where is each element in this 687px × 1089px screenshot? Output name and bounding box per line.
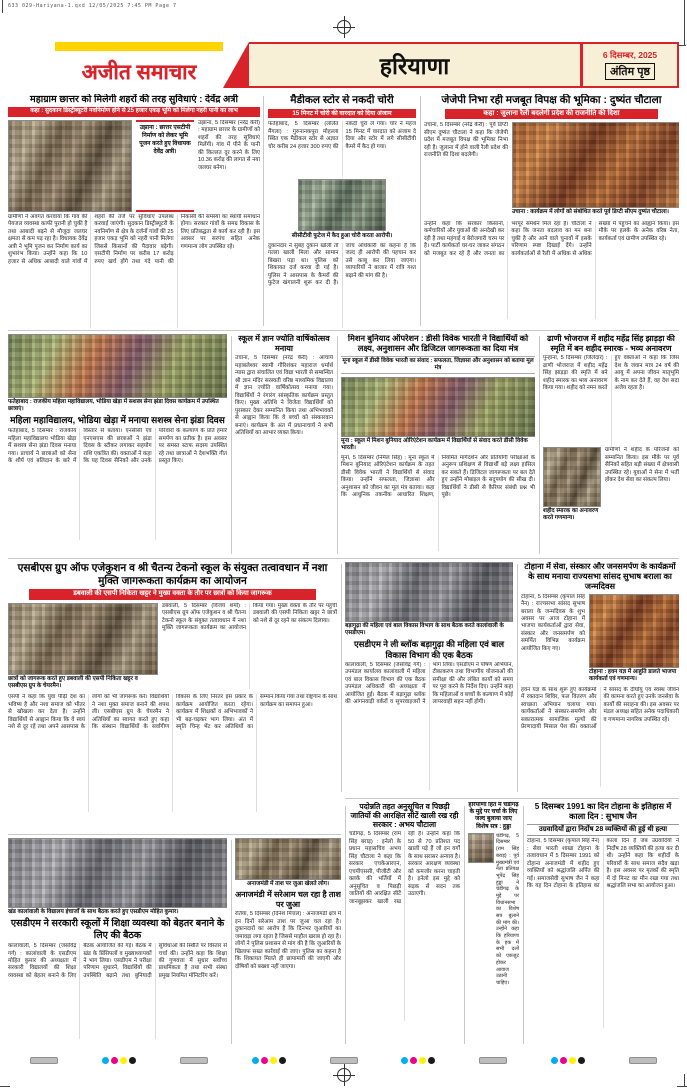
article-headline: ढाणी भोजराज में शहीद महेंद्र सिंह झाड़ड़ा की स्मृति में बन शहीद स्मारक - भव्य अनावरण (547, 334, 675, 353)
havan-yajna-photo (589, 594, 679, 668)
column-rule (523, 806, 524, 1044)
cctv-footage-photo (298, 179, 386, 231)
newspaper-logo (55, 42, 223, 88)
article-headline: टोहाना में सेवा, संस्कार और जनसमर्पण के कार्यक्रमों के साथ मनाया राज्यसभा सांसद सुभाष बराला का जन्मदिवस (524, 562, 676, 591)
column-rule (341, 564, 342, 792)
article-subhead: डबवाली की एसपी निकिता खट्टर ने मुख्य वक्ता के तौर पर छात्रों को किया जागरूक (29, 589, 316, 599)
article-body: टोहाना, 5 दिसम्बर (कृपाल सिंह नैन) : सेवा भारती शाखा टोहाना के तत्वावधान में 5 दिसम्बर 1991 को टोहाना अनाजमंडी में शहीद हुए व्यक्तियों को श्रद्धांजलि अर्पित की गई। समाजसेवी सुभाष जैन ने कहा कि यह दिन टोहाना के इतिहास का काला दिन है जब उग्रवादियों ने निर्दोष 28 व्यक्तियों की हत्या कर दी थी। उन्होंने कहा कि शहीदों के परिवारों के साथ समाज सदैव खड़ा है। इस अवसर पर मृतकों की स्मृति में दो मिनट का मौन रखा गया तथा श्रद्धांजलि सभा का आयोजन हुआ। (527, 838, 679, 889)
row-rule (8, 330, 679, 331)
row-rule (8, 834, 341, 835)
article-mission-buniyad (341, 334, 535, 556)
column-rule (464, 806, 465, 1044)
sdm-meeting-photo (345, 562, 513, 622)
article-hooda (468, 802, 519, 1044)
article-body: पुन्हाना, 5 दिसम्बर (जिलेदार) : ढाणी भोजराज में शहीद महेंद्र सिंह झाड़ड़ा की स्मृति में बने शहीद स्मारक का भव्य अनावरण किया गया। शहीद को नमन करते हुए वक्ताओं ने कहा कि जिस देश के जवान मात्र 24 वर्ष की आयु में अपना जीवन मातृभूमि के नाम कर देते हैं, वह देश सदा अजेय रहता है। (543, 355, 679, 392)
article-subhead: कहा : सुदकान डिस्ट्रीब्यूटरी नवनिर्माण होने से 25 हजार एकड़ भूमि को मिलेगा नहरी पानी का लाभ (8, 107, 260, 117)
article-gyan-jyoti (235, 334, 333, 556)
article-body: फतेहाबाद, 5 दिसम्बर : राजकीय महिला महाविद्यालय भोडिया खेड़ा में सशस्त्र सेना झंडा दिवस मनाया गया। प्राचार्य ने छात्राओं को सेना के शौर्य एवं बलिदान के बारे में विस्तार से बताया। एनसीसी एवं एनएसएस की छात्राओं ने झंडा दिवस के स्टीकर लगाकर सहयोग राशि एकत्रित की। वक्ताओं ने कहा कि यह दिवस सैनिकों और उनके परिवारों के कल्याण के प्रति हमारे समर्पण का प्रतीक है। इस अवसर पर समस्त स्टाफ सदस्य उपस्थित रहे तथा छात्राओं ने देशभक्ति गीत प्रस्तुत किए। (8, 428, 227, 465)
article-headline: मिशन बुनियाद ऑपरेशन : डीसी विवेक भारती ने विद्यार्थियों को लक्ष्य, अनुशासन और डिजिटल जागरूकता का दिया मंत्र (347, 334, 529, 353)
dc-school-visit-photo (341, 377, 535, 437)
gray-calibration-bar (629, 1057, 657, 1064)
column-rule (231, 840, 232, 1044)
article-headline: हरियाणा हित में चंडीगढ़ के मुद्दे पर चर्चा के लिए जल्द बुलाया जाए विशेष सत्र : हुड्डा (468, 802, 519, 830)
crop-mark (684, 1074, 685, 1087)
black-dot (578, 1057, 585, 1064)
media-row (521, 594, 679, 685)
row-rule (345, 798, 679, 799)
media-col (512, 122, 679, 218)
article-body: हवन यज्ञ के साथ शुरू हुए कार्यक्रमों में रक्तदान शिविर, फल वितरण और स्वच्छता अभियान चलाया गया। कार्यकर्ताओं ने संस्कार-समर्पण और सकारात्मक सामाजिक मूल्यों की प्रेरणादायी मिसाल पेश की। वक्ताओं ने सांसद के दीर्घायु एवं स्वस्थ जीवन की कामना करते हुए उनके जनसेवा के कार्यों की सराहना की। इस अवसर पर मंडल अध्यक्ष सहित अनेक पदाधिकारी व गणमान्य नागरिक उपस्थित रहे। (521, 687, 679, 731)
article-medical-theft (268, 94, 416, 328)
article-headline: जेजेपी निभा रही मजबूत विपक्ष की भूमिका : दुष्यंत चौटाला (441, 94, 662, 106)
article-body: उझाना, 5 दिसम्बर (नरेंद्र केरी) : महाग्राम छात्तर के ग्रामीणों को शहरों की तरह सुविधाएं मिलेंगी। गांव में पीने के पानी की किल्लत दूर करने के लिए 10.36 करोड़ की लागत से नया जलघर बनेगा। (198, 119, 260, 171)
section-banner (249, 44, 580, 86)
crop-mark (684, 0, 685, 45)
article-sdm-schools (8, 838, 227, 1044)
chhatar-bhumi-pujan-photo (8, 120, 132, 212)
yellow-dot (419, 1057, 426, 1064)
article-abhay-chautala (349, 802, 460, 1044)
yellow-dot (120, 1057, 127, 1064)
registration-crosshair-bottom (337, 1068, 351, 1082)
column-rule (345, 806, 346, 1044)
column-rule (517, 564, 518, 792)
article-body: चंडीगढ़, 5 दिसम्बर (राम सिंह बराड़) : इनेलो के प्रधान महासचिव अभय सिंह चौटाला ने कहा कि सरकार एचकेआरएन, एचपीएससी, पीजीटी और क्लर्क की भर्तियों में अनुसूचित व पिछड़ी जातियों की आरक्षित सीटें जानबूझकर खाली रख रही है। उन्होंने कहा कि 50 से 70 प्रतिशत पद खाली पड़े हैं जो इन वर्गों के साथ सरासर अन्याय है। सरकार आरक्षण व्यवस्था को कमजोर करना चाहती है। इनेलो इस मुद्दे को सड़क से सदन तक उठाएगी। (349, 831, 460, 905)
article-headline: एसबीएस ग्रुप ऑफ एजेकुशन व श्री चैतन्य टेकनो स्कूल के संयुक्त तत्वावधान में नशा मुक्ति जागरूकता कार्यक्रम का आयोजन (17, 562, 328, 587)
media-row (543, 447, 679, 539)
article-shaheed-smarak (543, 334, 679, 556)
black-dot (428, 1057, 435, 1064)
masthead-wedge (223, 42, 249, 88)
article-tohana-1991 (527, 802, 679, 1044)
article-headline: एसडीएम ने ली ब्लॉक बड़ागुढ़ा की महिला एवं बाल विकास विभाग की एक बैठक (353, 639, 505, 660)
article-sdm-baragudha (345, 562, 513, 794)
magenta-dot (111, 1057, 118, 1064)
article-body: चंडीगढ़, 5 दिसम्बर (राम सिंह बराड़) : पूर्व मुख्यमंत्री एवं नेता प्रतिपक्ष भूपेंद्र सिंह हुड्डा ने चंडीगढ़ के मुद्दे पर विधानसभा का विशेष सत्र बुलाने की मांग की। उन्होंने कहा कि हरियाणा के हक में सभी दलों को एकजुट होकर आवाज उठानी चाहिए। (496, 832, 519, 986)
photo-caption: शहीद स्मारक का अनावरण करते गणमान्य। (543, 508, 599, 522)
column-rule (337, 336, 338, 554)
media-col (589, 594, 679, 685)
article-subhead: मूना स्कूल में डीसी विवेक भारती का संवाद : सफलता, जिज्ञासा और अनुशासन को बताया मूल मंत्र (341, 356, 535, 374)
gray-calibration-bar (479, 1057, 507, 1064)
school-meeting-photo (8, 838, 227, 908)
portrait-body-wrap (468, 833, 519, 1001)
magenta-dot (410, 1057, 417, 1064)
article-headline: 5 दिसम्बर 1991 का दिन टोहाना के इतिहास में काला दिन : सुभाष जैन (534, 802, 672, 821)
article-body: डबवाली, 5 दिसम्बर (विजय शर्मा) : एसबीएस ग्रुप ऑफ एजेकुशन व श्री चैतन्य टेकनो स्कूल के संयुक्त तत्वावधान में नशा मुक्ति जागरूकता कार्यक्रम का आयोजन किया गया। मुख्य वक्ता के तौर पर पहुंचीं डबवाली की एसपी निकिता खट्टर ने छात्रों को नशे से दूर रहने का संकल्प दिलाया। (162, 602, 337, 632)
sbs-awareness-photo (8, 603, 158, 675)
article-body: रतिया, 5 दिसम्बर (दिनेश मित्तल) : अनाजमंडी क्षेत्र में इन दिनों सरेआम ताश पर जुआ चल रहा है। दुकानदारों का आरोप है कि दिनभर जुआरियों का जमावड़ा लगा रहता है जिससे माहौल खराब हो रहा है। लोगों ने पुलिस प्रशासन से मांग की है कि जुआरियों के खिलाफ सख्त कार्रवाई की जाए। पुलिस का कहना है कि शिकायत मिलते ही छापामारी की जाएगी और दोषियों को बख्शा नहीं जाएगा। (235, 911, 341, 970)
photo-caption: फतेहाबाद : राजकीय महिला महाविद्यालय, भोडिया खेड़ा में सशस्त्र सेना झंडा दिवस कार्यक्रम में उपस्थित छात्राएं। (8, 399, 219, 413)
cyan-dot (252, 1057, 259, 1064)
yellow-dot (270, 1057, 277, 1064)
issue-date: 6 दिसम्बर, 2025 (602, 50, 658, 60)
photo-caption: अनाजमंडी में ताश पर जुआ खेलते लोग। (246, 881, 330, 887)
media-row (268, 179, 416, 231)
magenta-dot (261, 1057, 268, 1064)
media-col (8, 603, 158, 692)
page-label: अंतिम पृष्ठ (605, 63, 655, 80)
cmyk-dots (252, 1057, 286, 1064)
media-row (8, 120, 260, 212)
article-body: ग्रामीणों ने शहीद के परिजनों को सम्मानित किया। इस मौके पर पूर्व सैनिकों सहित बड़ी संख्या में क्षेत्रवासी उपस्थित रहे। युवाओं ने सेना में भर्ती होकर देश सेवा का संकल्प लिया। (605, 447, 679, 484)
article-chhatar (8, 94, 260, 328)
gray-calibration-bar (180, 1057, 208, 1064)
article-body: दुकानदार ने सुबह दुकान खोली तो गल्ला खाली मिला और सामान बिखरा पड़ा था। पुलिस को शिकायत दर्ज करवा दी गई है। पुलिस ने आसपास के कैमरों की फुटेज खंगालनी शुरू कर दी है। जांच अधिकारी का कहना है कि जल्द ही आरोपी की पहचान कर उसे काबू कर लिया जाएगा। व्यापारियों ने बाजार में रात्रि गश्त बढ़ाने की मांग की है। (268, 242, 416, 286)
column-rule (231, 336, 232, 554)
photo-caption: उझाना : छात्तर एसटीपी निर्माण को लेकर भूमि पूजन करते हुए विधायक देवेंद्र अत्री। (136, 120, 194, 212)
gambling-photo (235, 838, 341, 880)
newspaper-name: अजीत समाचार (81, 60, 197, 84)
article-body: उचाना, 5 दिसम्बर (नरेंद्र केरी) : पूर्व डिप्टी सीएम दुष्यंत चौटाला ने कहा कि जेजेपी प्रदेश में मजबूत विपक्ष की भूमिका निभा रही है। जुलाना में होने वाली रैली प्रदेश की राजनीति की दिशा बदलेगी। (424, 122, 508, 159)
column-rule (420, 96, 421, 326)
article-juaa (235, 838, 341, 1044)
photo-caption: छात्रों को जागरूक करते हुए डबवाली की एसपी निकिता खट्टर व एसबीएस ग्रुप के चेयरमैन। (8, 675, 138, 689)
article-jhanda-diwas (8, 334, 227, 556)
article-body: उचाना, 5 दिसम्बर (नरेंद्र केरी) : आचार्य महाबलेश्वर स्वामी गौरिशंकर महाराज धर्मार्थ न्यास द्वारा संचालित एवं विद्या भारती से सम्बन्धित श्री ज्ञान मंदिर सरस्वती वरिष्ठ माध्यमिक विद्यालय में ज्ञान ज्योति वार्षिकोत्सव मनाया गया। विद्यार्थियों ने रंगारंग सांस्कृतिक कार्यक्रम प्रस्तुत किए। मुख्य अतिथि ने विजेता विद्यार्थियों को पुरस्कार देकर सम्मानित किया तथा अभिभावकों से आह्वान किया कि वे बच्चों को संस्कारवान बनाएं। कार्यक्रम के अंत में प्रधानाचार्य ने सभी अतिथियों का आभार व्यक्त किया। (235, 355, 333, 437)
registration-crosshair-top (337, 20, 351, 34)
crop-mark (0, 1086, 10, 1087)
smarak-unveiling-photo (543, 447, 601, 507)
magenta-dot (560, 1057, 567, 1064)
cyan-dot (401, 1057, 408, 1064)
photo-caption: मूना : स्कूल में मिशन बुनियाद ओरिएंटेशन कार्यक्रम में विद्यार्थियों से संवाद करते डीसी विवेक भारती। (341, 438, 528, 452)
date-box (583, 44, 677, 86)
hooda-portrait-photo (468, 833, 494, 863)
media-row (8, 603, 337, 692)
article-subhead: कहा : जुलाना रैली बदलेगी प्रदेश की राजनीति की दिशा (445, 109, 658, 120)
prepress-slug: 633 029-Hariyana-1.qxd 12/05/2025 7:45 PM Page 7 (8, 3, 177, 9)
article-headline: महाग्राम छात्तर को मिलेगी शहरों की तरह सुविधाएं : देवेंद्र अत्री (30, 94, 238, 105)
media-row (424, 122, 679, 218)
media-col (543, 447, 601, 539)
photo-caption: उचाना : कार्यक्रम में लोगों को संबोधित करते पूर्व डिप्टी सीएम दुष्यंत चौटाला। (512, 209, 669, 216)
cmyk-dots (551, 1057, 585, 1064)
dushyant-rally-photo (512, 122, 679, 208)
article-subhead: उग्रवादियों द्वारा निर्दोष 28 व्यक्तियों की हुई थी हत्या (527, 824, 679, 836)
cyan-dot (102, 1057, 109, 1064)
yellow-dot (569, 1057, 576, 1064)
registration-color-bar (30, 1056, 657, 1065)
college-students-photo (8, 334, 227, 398)
article-body: कालांवाली, 5 दिसम्बर (जसविंद्र गर्ग) : कालांवाली के एसडीएम मोहित कुमार की अध्यक्षता में सरकारी विद्यालयों की शिक्षा व्यवस्था को बेहतर बनाने के लिए बैठक आयोजित की गई। बैठक में खंड के प्रिंसिपलों व मुख्याध्यापकों ने भाग लिया। एसडीएम ने परीक्षा परिणाम सुधारने, विद्यार्थियों की उपस्थिति बढ़ाने तथा बुनियादी सुविधाओं की स्थिति पर विस्तार से चर्चा की। उन्होंने कहा कि शिक्षा की गुणवत्ता में सुधार सर्वोच्च प्राथमिकता है तथा सभी संस्था प्रमुख नियमित मॉनिटरिंग करें। (8, 943, 227, 979)
article-body: ग्रामीणों ने अवगत करवाया कि गांव की पेयजल व्यवस्था काफी पुरानी हो चुकी है तथा आबादी बढ़ने से मौजूदा जलघर क्षमता से कम पड़ रहा है। विधायक देवेंद्र अत्री ने भूमि पूजन कर निर्माण कार्य का शुभारंभ किया। उन्होंने कहा कि 10 हजार से अधिक आबादी वाले गांवों में शहरों की तर्ज पर सुविधाएं उपलब्ध करवाई जाएंगी। सुदकान डिस्ट्रीब्यूटरी के नवनिर्माण से क्षेत्र के दर्जनों गांवों की 25 हजार एकड़ भूमि को नहरी पानी मिलेगा जिससे किसानों की पैदावार बढ़ेगी। एसटीपी निर्माण पर करीब 17 करोड़ रुपए खर्च होंगे तथा गंदे पानी की निकासी की समस्या का स्थायी समाधान होगा। सरकार गांवों के समग्र विकास के लिए प्रतिबद्धता से कार्य कर रही है। इस अवसर पर सरपंच सहित अनेक गणमान्य लोग उपस्थित रहे। (8, 213, 260, 265)
article-headline: महिला महाविद्यालय, भोडिया खेड़ा में मनाया सशस्त्र सेना झंडा दिवस (10, 415, 225, 426)
article-body: एसपी ने कहा कि युवा पीढ़ी देश का भविष्य है और नशा समाज को भीतर से खोखला कर देता है। उन्होंने विद्यार्थियों से आह्वान किया कि वे स्वयं नशे से दूर रहें तथा अपने आसपास के लोगों को भी जागरूक करें। विद्यार्थियों ने नशा मुक्त समाज बनाने की शपथ ली। एसबीएस ग्रुप के चेयरमैन ने अतिथियों का स्वागत करते हुए कहा कि संस्थान विद्यार्थियों के सर्वांगीण विकास के लिए निरंतर इस प्रकार के कार्यक्रम आयोजित करता रहेगा। कार्यक्रम में शिक्षकों व अभिभावकों ने भी बढ़-चढ़कर भाग लिया। अंत में स्मृति चिन्ह भेंट कर अतिथियों का सम्मान किया गया तथा राष्ट्रगान के साथ कार्यक्रम का समापन हुआ। (8, 694, 337, 731)
article-headline: पदोन्नति तहत अनुसूचित व पिछड़ी जातियों की आरक्षित सीटें खाली रख रही सरकार : अभय चौटाला (350, 802, 459, 830)
row-rule (8, 558, 679, 559)
article-barala-birthday (521, 562, 679, 794)
crop-mark (677, 1086, 687, 1087)
photo-caption: बड़ागुढ़ा की महिला एवं बाल विकास विभाग के साथ बैठक करते कालांवाली के एसडीएम। (345, 623, 504, 637)
article-body: फतेहाबाद, 5 दिसम्बर (ललित मैंगला) : गुरुनानकपुरा मोहल्ला स्थित एक मैडीकल स्टोर से अज्ञात चोर करीब 24 हजार 300 रुपए की नकदी चुरा ले गया। चोर ने महज 15 मिनट में वारदात को अंजाम दे दिया और स्टोर में लगे सीसीटीवी कैमरे में कैद हो गया। (268, 121, 416, 150)
cmyk-dots (102, 1057, 136, 1064)
article-headline: एसडीएम ने सरकारी स्कूलों में शिक्षा व्यवस्था को बेहतर बनाने के लिए की बैठक (10, 918, 225, 941)
photo-caption: टोहाना : हवन यज्ञ में आहुति डालते भाजपा कार्यकर्ता एवं गणमान्य। (589, 668, 677, 682)
gray-calibration-bar (30, 1057, 58, 1064)
crop-mark (2, 0, 3, 13)
black-dot (129, 1057, 136, 1064)
article-body: कालांवाली, 5 दिसम्बर (जसविंद्र गर्ग) : उपमंडल कार्यालय कालांवाली में महिला एवं बाल विकास विभाग की एक बैठक उपमंडल अधिकारी की अध्यक्षता में आयोजित हुई। बैठक में बड़ागुढ़ा ब्लॉक की आंगनवाड़ी वर्करों व सुपरवाइजरों ने भाग लिया। एसडीएम ने पोषण अभियान, टीकाकरण तथा विभागीय योजनाओं की समीक्षा की और लंबित कार्यों को समय पर पूरा करने के निर्देश दिए। उन्होंने कहा कि महिलाओं व बच्चों के कल्याण में कोई लापरवाही सहन नहीं होगी। (345, 661, 513, 706)
article-headline: अनाजमंडी में सरेआम चल रहा है ताश पर जुआ (235, 890, 341, 909)
column-rule (539, 336, 540, 554)
photo-caption: खंड कालांवाली के विद्यालय इंचार्जों के साथ बैठक करते हुए एसडीएम मोहित कुमार। (8, 909, 179, 915)
cyan-dot (551, 1057, 558, 1064)
cmyk-dots (401, 1057, 435, 1064)
article-body: उन्होंने कहा कि सरकार किसानों, कर्मचारियों और युवाओं की अनदेखी कर रही है तथा महंगाई व बेरोजगारी चरम पर है। पार्टी कार्यकर्ता घर-घर जाकर संगठन को मजबूत कर रहे हैं और जनता का भरपूर समर्थन मिल रहा है। चौटाला ने कहा कि जनता बदलाव का मन बना चुकी है और आने वाले चुनावों में इसके परिणाम स्पष्ट दिखाई देंगे। उन्होंने कार्यकर्ताओं से रैली में अधिक से अधिक संख्या में पहुंचने का आह्वान किया। इस मौके पर हलके के अनेक वरिष्ठ नेता, कार्यकर्ता एवं ग्रामीण उपस्थित रहे। (424, 220, 679, 257)
article-nasha-mukti (8, 562, 337, 830)
article-headline: मैडीकल स्टोर से नकदी चोरी (290, 94, 394, 106)
article-headline: स्कूल में ज्ञान ज्योति वार्षिकोत्सव मनाया (238, 334, 330, 353)
gray-calibration-bar (330, 1057, 358, 1064)
logo-yellow-strip (55, 42, 223, 51)
article-jjp-dushyant (424, 94, 679, 328)
article-body: मूना, 5 दिसम्बर (निर्मल सिंह) : मूना स्कूल में मिशन बुनियाद ओरिएंटेशन कार्यक्रम के तहत डीसी विवेक भारती ने विद्यार्थियों से संवाद किया। उन्होंने सफलता, जिज्ञासा और अनुशासन को जीवन का मूल मंत्र बताया। कहा कि आधुनिक तकनीक आधारित शिक्षण, नियमित मार्गदर्शन और प्रतियोगी परीक्षाओं के अनुरूप प्रशिक्षण से विद्यार्थी बड़े लक्ष्य हासिल कर सकते हैं। डिजिटल जागरूकता पर बल देते हुए उन्होंने मोबाइल के सदुपयोग की सीख दी। विद्यार्थियों ने डीसी से कैरियर संबंधी प्रश्न भी पूछे। (341, 454, 535, 499)
photo-caption: सीसीटीवी फुटेज में कैद हुआ चोरी करता आरोपी। (291, 233, 393, 240)
black-dot (279, 1057, 286, 1064)
article-body: टोहाना, 5 दिसम्बर (कृपाल सिंह नैन) : राज्यसभा सांसद सुभाष बराला के जन्मदिवस के शुभ अवसर पर आज टोहाना में भाजपा कार्यकर्ताओं द्वारा सेवा, संस्कार और जनसमर्पण को समर्पित विभिन्न कार्यक्रम आयोजित किए गए। (521, 593, 585, 652)
column-rule (263, 96, 264, 326)
section-title: हरियाणा (379, 53, 450, 79)
masthead (55, 42, 679, 88)
article-subhead: 15 मिनट में चोरी की वारदात को दिया अंजाम (268, 109, 416, 119)
